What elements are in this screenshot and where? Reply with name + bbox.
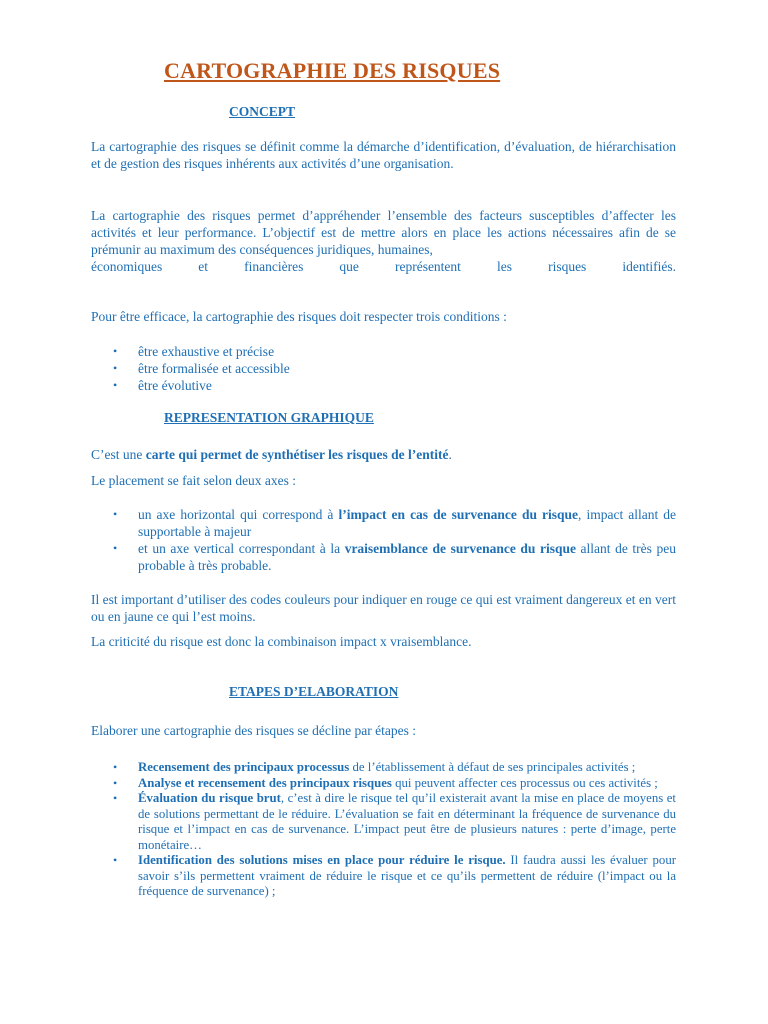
list-item: • être formalisée et accessible — [91, 360, 676, 377]
representation-paragraph-1: C’est une carte qui permet de synthétiser les risques de l’entité. — [91, 447, 452, 462]
list-item: • Analyse et recensement des principaux risques qui peuvent affecter ces processus ou ces activités ; — [91, 776, 676, 792]
etapes-paragraph-1: Elaborer une cartographie des risques se décline par étapes : — [91, 723, 416, 738]
heading-representation: REPRESENTATION GRAPHIQUE — [164, 410, 374, 425]
list-item: • Identification des solutions mises en place pour réduire le risque. Il faudra aussi les évaluer pour savoir s’ils permettent vraiment de réduire le risque et ce qu’ils permettent de réduire (l’impact ou la fréquence de survenance) ; — [91, 853, 676, 900]
concept-paragraph-2: La cartographie des risques permet d’appréhender l’ensemble des facteurs susceptibles d’affecter les activités et leur performance. L’objectif est de mettre alors en place les actions nécessaires afin de se prémunir au maximum des conséquences juridiques, humaines, — [91, 208, 676, 257]
list-item: • être évolutive — [91, 377, 676, 394]
concept-paragraph-3: Pour être efficace, la cartographie des risques doit respecter trois conditions : — [91, 309, 507, 324]
steps-list — [91, 760, 676, 900]
heading-etapes: ETAPES D’ELABORATION — [229, 684, 399, 699]
list-item: • et un axe vertical correspondant à la vraisemblance de survenance du risque allant de très peu probable à très probable. — [91, 540, 676, 574]
conditions-list — [91, 343, 676, 394]
concept-paragraph-2-end: économiques et financières que représentent les risques identifiés. — [91, 259, 676, 274]
axes-list — [91, 506, 676, 574]
list-item: • être exhaustive et précise — [91, 343, 676, 360]
representation-paragraph-2: Le placement se fait selon deux axes : — [91, 473, 297, 488]
list-item: • un axe horizontal qui correspond à l’impact en cas de survenance du risque, impact allant de supportable à majeur — [91, 506, 676, 540]
concept-paragraph-1: La cartographie des risques se définit comme la démarche d’identification, d’évaluation, de hiérarchisation et de gestion des risques inhérents aux activités d’une organisation. — [91, 139, 676, 171]
list-item: • Évaluation du risque brut, c’est à dire le risque tel qu’il existerait avant la mise en place de moyens et de solutions permettant de le réduire. L’évaluation se fait en déterminant la fréquence de survenance du risque et l’impact en cas de survenance. L’impact peut être de plusieurs natures : perte d’image, perte monétaire… — [91, 791, 676, 853]
page-title: CARTOGRAPHIE DES RISQUES — [164, 58, 501, 83]
representation-paragraph-3: Il est important d’utiliser des codes couleurs pour indiquer en rouge ce qui est vraiment dangereux et en vert ou en jaune ce qui l’est moins. — [91, 592, 676, 624]
representation-paragraph-4: La criticité du risque est donc la combinaison impact x vraisemblance. — [91, 634, 472, 649]
heading-concept: CONCEPT — [229, 104, 296, 119]
list-item: • Recensement des principaux processus de l’établissement à défaut de ses principales activités ; — [91, 760, 676, 776]
